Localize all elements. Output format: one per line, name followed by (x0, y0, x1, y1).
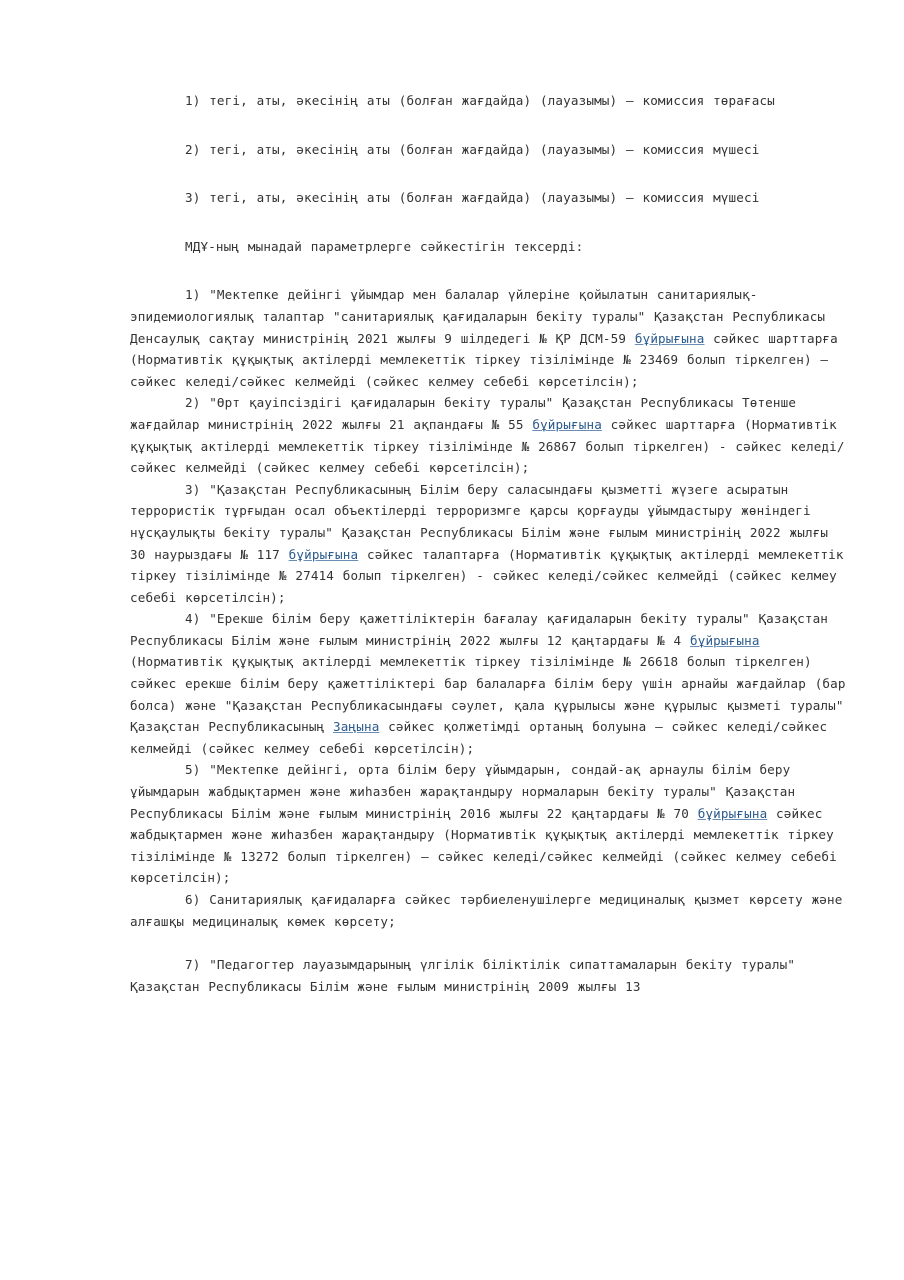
member-2-role: мүшесі (713, 141, 760, 157)
member-1 (130, 90, 850, 112)
item-5 (130, 759, 850, 889)
item-5-pre: 5) "Мектепке дейінгі, орта білім беру ұйымдарын, сондай-ақ арнаулы білім беру ұйымдарын жабдықтармен және жиһазбен жарақтандыру нормаларын бекіту туралы" Қазақстан Республикасы Білім және ғылым министрінің 2016 жылғы 22 қаңтардағы № 70 (130, 762, 796, 821)
item-4-mid: (Нормативтік құқықтық актілерді мемлекеттік тіркеу тізілімінде № 26618 болып тіркелген) сәйкес ерекше білім беру қажеттіліктері бар балаларға білім беру үшін арнайы жағдайлар (бар болса) және "Қазақстан Республикасындағы сәулет, қала құрылысы және құрылыс қызметі туралы" Қазақстан Республикасының (130, 654, 846, 735)
item-3 (130, 479, 850, 609)
item-6-text: 6) Санитариялық қағидаларға сәйкес тәрбиеленушілерге медициналық қызмет көрсету және алғашқы медициналық көмек көрсету; (130, 892, 843, 929)
item-4-law-link[interactable]: Заңына (333, 719, 380, 735)
item-4-pre: 4) "Ерекше білім беру қажеттіліктерін бағалау қағидаларын бекіту туралы" Қазақстан Республикасы Білім және ғылым министрінің 2022 жылғы 12 қаңтардағы № 4 (130, 611, 829, 648)
item-1-pre: 1) "Мектепке дейінгі ұйымдар мен балалар үйлеріне қойылатын санитариялық-эпидемиологиялық талаптар "санитариялық қағидаларын бекіту туралы" Қазақстан Республикасы Денсаулық сақтау министрінің 2021 жылғы 9 шілдедегі № ҚР ДСМ-59 (130, 287, 826, 346)
item-3-link[interactable]: бұйрығына (288, 546, 359, 562)
document-page (130, 88, 850, 997)
item-3-pre: 3) "Қазақстан Республикасының Білім беру саласындағы қызметті жүзеге асыратын террористік тұрғыдан осал объектілерді терроризмге қарсы қорғауды ұйымдастыру жөніндегі нұсқаулықты бекіту туралы" Қазақстан Республикасы Білім және ғылым министрінің 2022 жылғы 30 наурыздағы № 117 (130, 481, 829, 562)
item-6 (130, 889, 850, 932)
member-2 (130, 139, 850, 161)
item-2-post: сәйкес шарттарға (Нормативтік құқықтық актілерді мемлекеттік тіркеу тізілімінде № 26867 болып тіркелген) - сәйкес келеді/сәйкес келмейді (сәйкес келмеу себебі көрсетілсін); (130, 416, 845, 476)
item-5-link[interactable]: бұйрығына (697, 805, 768, 821)
item-5-post: сәйкес жабдықтармен және жиһазбен жарақтандыру (Нормативтік құқықтық актілерді мемлекеттік тіркеу тізілімінде № 13272 болып тіркелген) – сәйкес келеді/сәйкес келмейді (сәйкес келмеу себебі көрсетілсін); (130, 805, 837, 886)
item-2-pre: 2) "Өрт қауіпсіздігі қағидаларын бекіту туралы" Қазақстан Республикасы Төтенше жағдайлар министрінің 2022 жылғы 21 ақпандағы № 55 (130, 395, 797, 432)
item-1 (130, 284, 850, 392)
item-1-link[interactable]: бұйрығына (634, 330, 705, 346)
item-3-post: сәйкес талаптарға (Нормативтік құқықтық актілерді мемлекеттік тіркеу тізілімінде № 27414 болып тіркелген) - сәйкес келеді/сәйкес келмейді (сәйкес келмеу себебі көрсетілсін); (130, 546, 844, 605)
member-1-text: 1) тегі, аты, әкесінің аты (болған жағдайда) (лауазымы) – комиссия (185, 93, 705, 108)
item-2 (130, 392, 850, 478)
member-2-text: 2) тегі, аты, әкесінің аты (болған жағдайда) (лауазымы) – комиссия (185, 141, 705, 157)
check-intro: МДҰ-ның мынадай параметрлерге сәйкестігін тексерді: (185, 238, 584, 254)
item-4 (130, 608, 850, 759)
member-3-role: мүшесі (713, 190, 760, 206)
item-2-link[interactable]: бұйрығына (532, 416, 602, 432)
member-3 (130, 187, 850, 209)
item-4-link[interactable]: бұйрығына (689, 632, 760, 648)
item-1-post: сәйкес шарттарға (Нормативтік құқықтық актілерді мемлекеттік тіркеу тізілімінде № 23469 болып тіркелген) – сәйкес келеді/сәйкес келмейді (сәйкес келмеу себебі көрсетілсін); (130, 330, 838, 389)
item-7 (130, 954, 850, 997)
member-3-text: 3) тегі, аты, әкесінің аты (болған жағдайда) (лауазымы) – комиссия (185, 190, 705, 206)
item-7-text: 7) "Педагогтер лауазымдарының үлгілік біліктілік сипаттамаларын бекіту туралы" Қазақстан Республикасы Білім және ғылым министрінің 2009 жылғы 13 (130, 957, 796, 994)
member-1-role: төрағасы (713, 93, 775, 108)
item-4-post: сәйкес қолжетімді ортаның болуына – сәйкес келеді/сәйкес келмейді (сәйкес келмеу себебі көрсетілсін); (130, 719, 828, 756)
